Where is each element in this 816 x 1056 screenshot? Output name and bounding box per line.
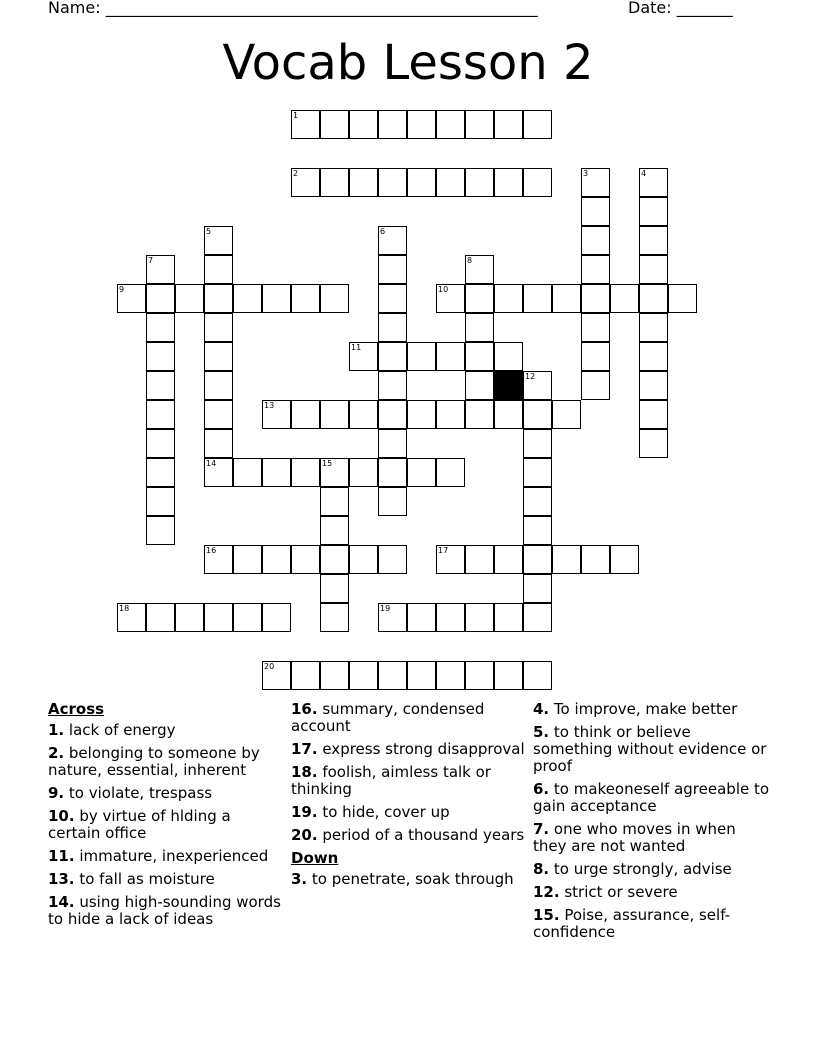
grid-cell[interactable] xyxy=(204,313,233,342)
grid-cell[interactable] xyxy=(378,313,407,342)
grid-cell[interactable] xyxy=(320,168,349,197)
name-label: Name: xyxy=(48,0,101,17)
clue-text: to hide, cover up xyxy=(317,803,450,821)
clue-column-middle xyxy=(291,701,527,894)
clue-text: by virtue of hlding a certain office xyxy=(48,807,231,842)
grid-cell[interactable] xyxy=(465,400,494,429)
clue-text: Poise, assurance, self-confidence xyxy=(533,906,731,941)
grid-number: 11 xyxy=(351,343,362,352)
clue-number: 14. xyxy=(48,893,75,911)
grid-cell[interactable] xyxy=(552,284,581,313)
grid-cell[interactable] xyxy=(436,110,465,139)
grid-cell[interactable] xyxy=(378,110,407,139)
grid-cell[interactable] xyxy=(465,661,494,690)
grid-cell[interactable] xyxy=(378,342,407,371)
grid-cell[interactable] xyxy=(523,458,552,487)
grid-cell[interactable] xyxy=(378,284,407,313)
clue-across-2 xyxy=(48,785,284,802)
grid-cell[interactable] xyxy=(639,342,668,371)
grid-cell[interactable] xyxy=(320,603,349,632)
clue-text: strict or severe xyxy=(559,883,678,901)
clue-text: one who moves in when they are not wanted xyxy=(533,820,736,855)
grid-cell[interactable] xyxy=(639,400,668,429)
down-heading: Down xyxy=(291,849,339,867)
grid-cell[interactable] xyxy=(233,458,262,487)
date-line[interactable]: _______ xyxy=(676,0,733,17)
grid-cell[interactable] xyxy=(407,400,436,429)
grid-cell[interactable] xyxy=(639,197,668,226)
grid-cell[interactable] xyxy=(436,458,465,487)
grid-cell[interactable] xyxy=(523,516,552,545)
clue-number: 18. xyxy=(291,763,318,781)
grid-cell[interactable] xyxy=(204,371,233,400)
clue-across-5 xyxy=(48,871,284,888)
clue-down-4 xyxy=(533,821,773,855)
clue-number: 20. xyxy=(291,826,318,844)
clue-number: 15. xyxy=(533,906,560,924)
clue-number: 7. xyxy=(533,820,550,838)
grid-cell[interactable] xyxy=(523,429,552,458)
grid-cell[interactable] xyxy=(320,400,349,429)
grid-cell[interactable] xyxy=(262,545,291,574)
grid-cell[interactable] xyxy=(523,603,552,632)
grid-cell[interactable] xyxy=(581,226,610,255)
grid-cell[interactable] xyxy=(494,400,523,429)
clue-number: 13. xyxy=(48,870,75,888)
grid-cell[interactable] xyxy=(378,255,407,284)
grid-cell[interactable] xyxy=(378,458,407,487)
grid-number: 19 xyxy=(380,604,391,613)
clue-across-0 xyxy=(48,722,284,739)
grid-cell[interactable] xyxy=(436,603,465,632)
grid-cell[interactable] xyxy=(581,545,610,574)
grid-cell[interactable] xyxy=(146,603,175,632)
grid-cell[interactable] xyxy=(204,603,233,632)
black-square xyxy=(494,371,523,400)
clue-number: 9. xyxy=(48,784,65,802)
grid-cell[interactable] xyxy=(523,284,552,313)
grid-cell[interactable] xyxy=(320,574,349,603)
clue-down-3 xyxy=(533,781,773,815)
clue-number: 2. xyxy=(48,744,65,762)
clue-number: 17. xyxy=(291,740,318,758)
grid-cell[interactable] xyxy=(407,342,436,371)
page-title: Vocab Lesson 2 xyxy=(222,35,594,91)
grid-cell[interactable] xyxy=(581,342,610,371)
grid-cell[interactable] xyxy=(233,284,262,313)
grid-cell[interactable] xyxy=(581,284,610,313)
clue-text: foolish, aimless talk or thinking xyxy=(291,763,491,798)
clue-text: to penetrate, soak through xyxy=(307,870,514,888)
grid-cell[interactable] xyxy=(581,371,610,400)
grid-cell[interactable] xyxy=(204,400,233,429)
grid-cell[interactable] xyxy=(523,574,552,603)
clue-number: 4. xyxy=(533,700,550,718)
grid-cell[interactable] xyxy=(146,516,175,545)
grid-cell[interactable] xyxy=(291,545,320,574)
grid-cell[interactable] xyxy=(262,284,291,313)
grid-cell[interactable] xyxy=(175,603,204,632)
grid-cell[interactable] xyxy=(523,661,552,690)
grid-cell[interactable] xyxy=(407,458,436,487)
grid-cell[interactable] xyxy=(523,110,552,139)
grid-cell[interactable] xyxy=(349,458,378,487)
grid-cell[interactable] xyxy=(639,371,668,400)
clue-text: using high-sounding words to hide a lack of ideas xyxy=(48,893,281,928)
grid-cell[interactable] xyxy=(436,661,465,690)
clue-across-11 xyxy=(291,827,527,844)
grid-cell[interactable] xyxy=(146,429,175,458)
grid-cell[interactable] xyxy=(146,284,175,313)
grid-cell[interactable] xyxy=(639,313,668,342)
grid-number: 15 xyxy=(322,459,333,468)
clue-number: 1. xyxy=(48,721,65,739)
clue-number: 5. xyxy=(533,723,550,741)
grid-cell[interactable] xyxy=(146,487,175,516)
grid-cell[interactable] xyxy=(581,313,610,342)
grid-cell[interactable] xyxy=(378,371,407,400)
grid-number: 17 xyxy=(438,546,449,555)
grid-cell[interactable] xyxy=(465,545,494,574)
grid-cell[interactable] xyxy=(639,255,668,284)
name-line[interactable]: ______________________________________________________ xyxy=(105,0,538,17)
clue-text: to violate, trespass xyxy=(64,784,213,802)
grid-cell[interactable] xyxy=(552,400,581,429)
grid-cell[interactable] xyxy=(465,313,494,342)
grid-cell[interactable] xyxy=(465,110,494,139)
grid-number: 20 xyxy=(264,662,275,671)
across-heading: Across xyxy=(48,700,105,718)
clue-number: 19. xyxy=(291,803,318,821)
grid-cell[interactable] xyxy=(146,342,175,371)
grid-cell[interactable] xyxy=(291,400,320,429)
clue-text: to fall as moisture xyxy=(74,870,215,888)
clue-number: 10. xyxy=(48,807,75,825)
grid-cell[interactable] xyxy=(320,661,349,690)
grid-cell[interactable] xyxy=(262,603,291,632)
grid-cell[interactable] xyxy=(523,400,552,429)
clue-across-1 xyxy=(48,745,284,779)
grid-cell[interactable] xyxy=(436,168,465,197)
grid-number: 1 xyxy=(293,111,299,120)
clue-column-right xyxy=(533,701,773,947)
grid-number: 16 xyxy=(206,546,217,555)
grid-cell[interactable] xyxy=(581,197,610,226)
clue-text: summary, condensed account xyxy=(291,700,485,735)
grid-cell[interactable] xyxy=(465,603,494,632)
clue-down-6 xyxy=(533,884,773,901)
clue-text: immature, inexperienced xyxy=(74,847,269,865)
grid-cell[interactable] xyxy=(349,168,378,197)
grid-cell[interactable] xyxy=(407,110,436,139)
grid-cell[interactable] xyxy=(494,110,523,139)
grid-number: 5 xyxy=(206,227,212,236)
grid-cell[interactable] xyxy=(610,284,639,313)
grid-cell[interactable] xyxy=(465,371,494,400)
grid-cell[interactable] xyxy=(204,342,233,371)
clue-text: lack of energy xyxy=(64,721,176,739)
clue-across-9 xyxy=(291,764,527,798)
grid-cell[interactable] xyxy=(349,110,378,139)
grid-cell[interactable] xyxy=(349,400,378,429)
grid-cell[interactable] xyxy=(639,429,668,458)
grid-cell[interactable] xyxy=(349,545,378,574)
grid-cell[interactable] xyxy=(378,487,407,516)
grid-cell[interactable] xyxy=(291,458,320,487)
grid-cell[interactable] xyxy=(175,284,204,313)
clue-down-2 xyxy=(533,724,773,775)
grid-cell[interactable] xyxy=(320,110,349,139)
grid-cell[interactable] xyxy=(320,516,349,545)
clue-text: to think or believe something without evidence or proof xyxy=(533,723,767,775)
grid-cell[interactable] xyxy=(436,400,465,429)
grid-cell[interactable] xyxy=(233,603,262,632)
clue-number: 11. xyxy=(48,847,75,865)
grid-cell[interactable] xyxy=(320,487,349,516)
grid-number: 13 xyxy=(264,401,275,410)
clue-across-3 xyxy=(48,808,284,842)
grid-cell[interactable] xyxy=(378,661,407,690)
grid-number: 7 xyxy=(148,256,154,265)
grid-cell[interactable] xyxy=(146,400,175,429)
clue-text: To improve, make better xyxy=(549,700,738,718)
clue-text: period of a thousand years xyxy=(317,826,525,844)
grid-cell[interactable] xyxy=(494,603,523,632)
clue-text: to makeoneself agreeable to gain acceptance xyxy=(533,780,770,815)
grid-cell[interactable] xyxy=(204,429,233,458)
grid-number: 9 xyxy=(119,285,125,294)
clue-across-10 xyxy=(291,804,527,821)
grid-cell[interactable] xyxy=(465,284,494,313)
clue-number: 6. xyxy=(533,780,550,798)
clue-down-0 xyxy=(291,871,527,888)
clue-number: 16. xyxy=(291,700,318,718)
grid-number: 6 xyxy=(380,227,386,236)
grid-cell[interactable] xyxy=(204,255,233,284)
grid-cell[interactable] xyxy=(407,168,436,197)
grid-number: 10 xyxy=(438,285,449,294)
grid-cell[interactable] xyxy=(262,458,291,487)
clue-column-across xyxy=(48,701,284,934)
grid-cell[interactable] xyxy=(204,284,233,313)
clue-text: belonging to someone by nature, essential, inherent xyxy=(48,744,260,779)
grid-cell[interactable] xyxy=(523,545,552,574)
grid-cell[interactable] xyxy=(494,342,523,371)
grid-cell[interactable] xyxy=(233,545,262,574)
clue-text: to urge strongly, advise xyxy=(549,860,732,878)
grid-cell[interactable] xyxy=(291,661,320,690)
grid-cell[interactable] xyxy=(523,168,552,197)
date-label: Date: xyxy=(628,0,672,17)
grid-cell[interactable] xyxy=(494,168,523,197)
grid-cell[interactable] xyxy=(552,545,581,574)
grid-cell[interactable] xyxy=(320,545,349,574)
grid-cell[interactable] xyxy=(378,429,407,458)
clue-text: express strong disapproval xyxy=(317,740,525,758)
clue-down-7 xyxy=(533,907,773,941)
grid-cell[interactable] xyxy=(378,400,407,429)
grid-cell[interactable] xyxy=(407,661,436,690)
clue-across-6 xyxy=(48,894,284,928)
grid-cell[interactable] xyxy=(465,168,494,197)
clue-number: 8. xyxy=(533,860,550,878)
grid-cell[interactable] xyxy=(581,255,610,284)
grid-cell[interactable] xyxy=(494,284,523,313)
clue-across-7 xyxy=(291,701,527,735)
grid-cell[interactable] xyxy=(378,168,407,197)
grid-number: 14 xyxy=(206,459,217,468)
grid-cell[interactable] xyxy=(291,284,320,313)
clue-across-8 xyxy=(291,741,527,758)
grid-cell[interactable] xyxy=(523,487,552,516)
grid-cell[interactable] xyxy=(146,313,175,342)
grid-cell[interactable] xyxy=(146,371,175,400)
grid-number: 2 xyxy=(293,169,299,178)
grid-cell[interactable] xyxy=(610,545,639,574)
grid-number: 12 xyxy=(525,372,536,381)
grid-cell[interactable] xyxy=(639,226,668,255)
grid-cell[interactable] xyxy=(146,458,175,487)
grid-cell[interactable] xyxy=(494,661,523,690)
grid-number: 4 xyxy=(641,169,647,178)
grid-cell[interactable] xyxy=(407,603,436,632)
grid-number: 3 xyxy=(583,169,589,178)
grid-cell[interactable] xyxy=(465,342,494,371)
grid-cell[interactable] xyxy=(668,284,697,313)
grid-cell[interactable] xyxy=(320,284,349,313)
grid-number: 18 xyxy=(119,604,130,613)
grid-cell[interactable] xyxy=(436,342,465,371)
grid-cell[interactable] xyxy=(494,545,523,574)
clue-down-5 xyxy=(533,861,773,878)
clue-number: 12. xyxy=(533,883,560,901)
grid-cell[interactable] xyxy=(349,661,378,690)
clue-down-1 xyxy=(533,701,773,718)
grid-cell[interactable] xyxy=(378,545,407,574)
clue-across-4 xyxy=(48,848,284,865)
clue-number: 3. xyxy=(291,870,308,888)
grid-cell[interactable] xyxy=(639,284,668,313)
grid-number: 8 xyxy=(467,256,473,265)
